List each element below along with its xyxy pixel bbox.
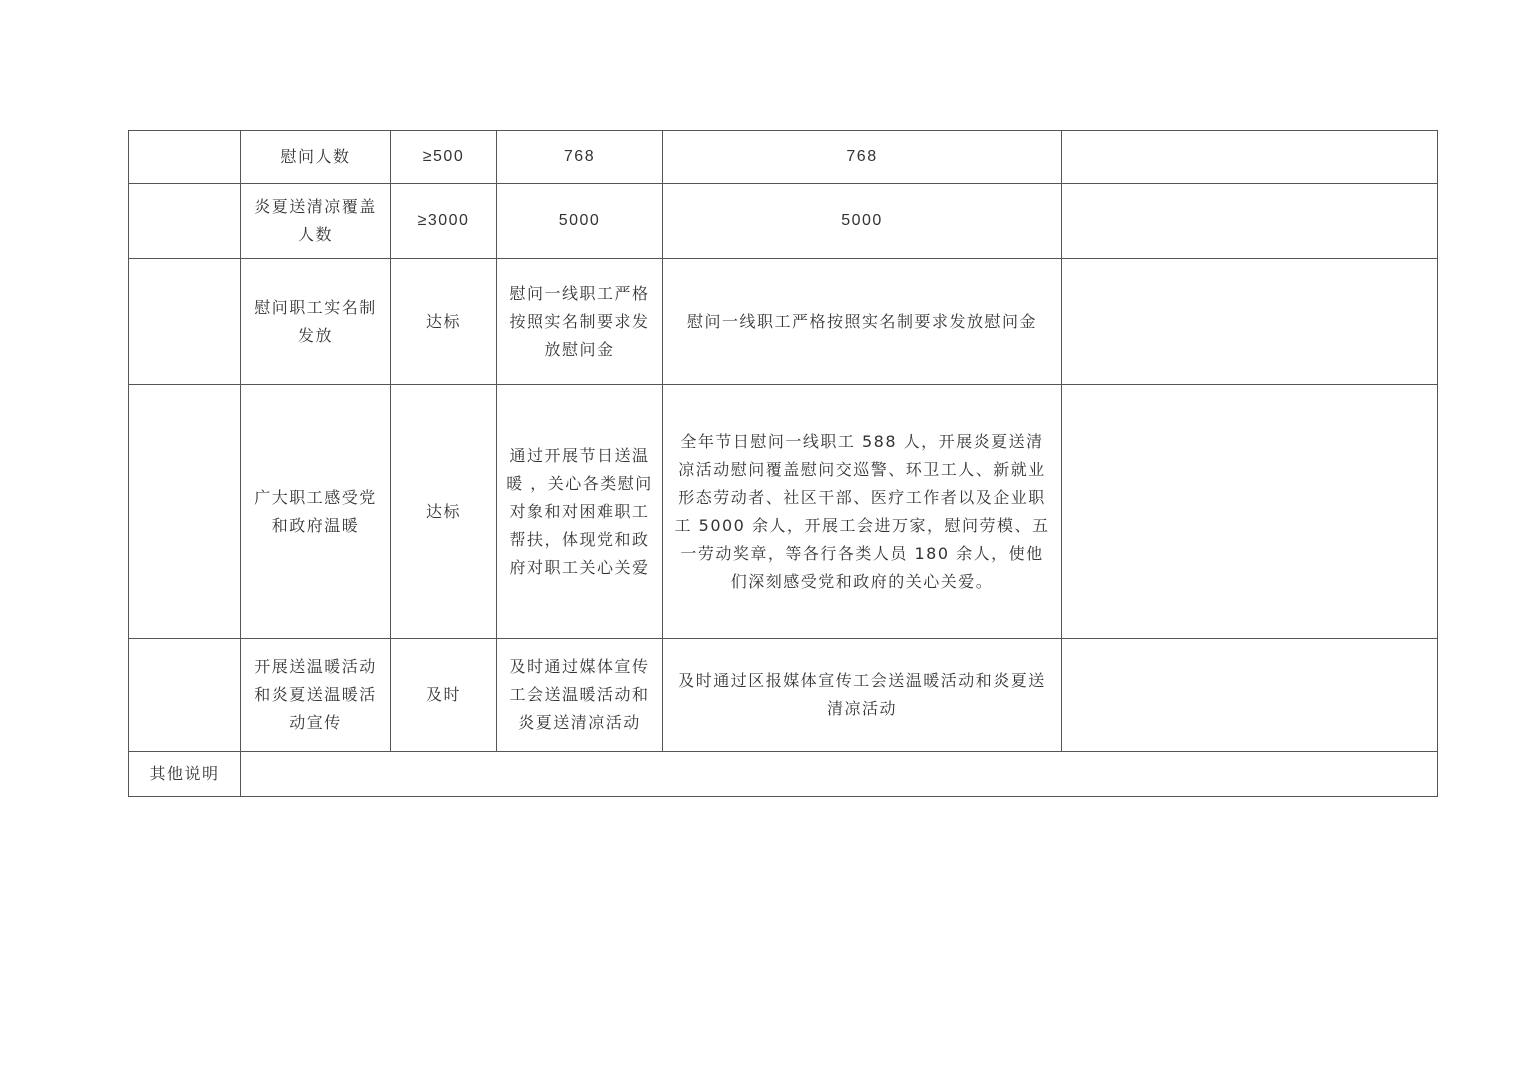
planned-cell: 5000 (497, 184, 663, 259)
planned-cell: 及时通过媒体宣传工会送温暖活动和炎夏送清凉活动 (497, 639, 663, 752)
remark-cell (1062, 184, 1438, 259)
remark-cell (1062, 385, 1438, 639)
target-cell: 达标 (391, 259, 497, 385)
other-notes-value (241, 752, 1438, 797)
table-row (129, 184, 1438, 259)
category-cell (129, 385, 241, 639)
table-row (129, 639, 1438, 752)
actual-cell: 5000 (663, 184, 1062, 259)
indicator-cell: 慰问人数 (241, 131, 391, 184)
target-cell: 及时 (391, 639, 497, 752)
actual-cell: 全年节日慰问一线职工 588 人，开展炎夏送清凉活动慰问覆盖慰问交巡警、环卫工人、新就业形态劳动者、社区干部、医疗工作者以及企业职工 5000 余人，开展工会进万家，慰问劳模、五一劳动奖章，等各行各类人员 180 余人，使他们深刻感受党和政府的关心关爱。 (663, 385, 1062, 639)
target-cell: ≥3000 (391, 184, 497, 259)
remark-cell (1062, 259, 1438, 385)
category-cell (129, 259, 241, 385)
table-row (129, 259, 1438, 385)
table-row (129, 385, 1438, 639)
planned-cell: 通过开展节日送温暖 ，关心各类慰问对象和对困难职工帮扶，体现党和政府对职工关心关爱 (497, 385, 663, 639)
actual-cell: 慰问一线职工严格按照实名制要求发放慰问金 (663, 259, 1062, 385)
table-row (129, 131, 1438, 184)
remark-cell (1062, 639, 1438, 752)
planned-cell: 慰问一线职工严格按照实名制要求发放慰问金 (497, 259, 663, 385)
performance-table (128, 130, 1438, 797)
indicator-cell: 广大职工感受党和政府温暖 (241, 385, 391, 639)
indicator-cell: 开展送温暖活动和炎夏送温暖活动宣传 (241, 639, 391, 752)
target-cell: ≥500 (391, 131, 497, 184)
indicator-cell: 慰问职工实名制发放 (241, 259, 391, 385)
category-cell (129, 131, 241, 184)
planned-cell: 768 (497, 131, 663, 184)
actual-cell: 768 (663, 131, 1062, 184)
remark-cell (1062, 131, 1438, 184)
actual-cell: 及时通过区报媒体宣传工会送温暖活动和炎夏送清凉活动 (663, 639, 1062, 752)
target-cell: 达标 (391, 385, 497, 639)
other-notes-label: 其他说明 (129, 752, 241, 797)
indicator-cell: 炎夏送清凉覆盖人数 (241, 184, 391, 259)
other-notes-row (129, 752, 1438, 797)
category-cell (129, 184, 241, 259)
category-cell (129, 639, 241, 752)
